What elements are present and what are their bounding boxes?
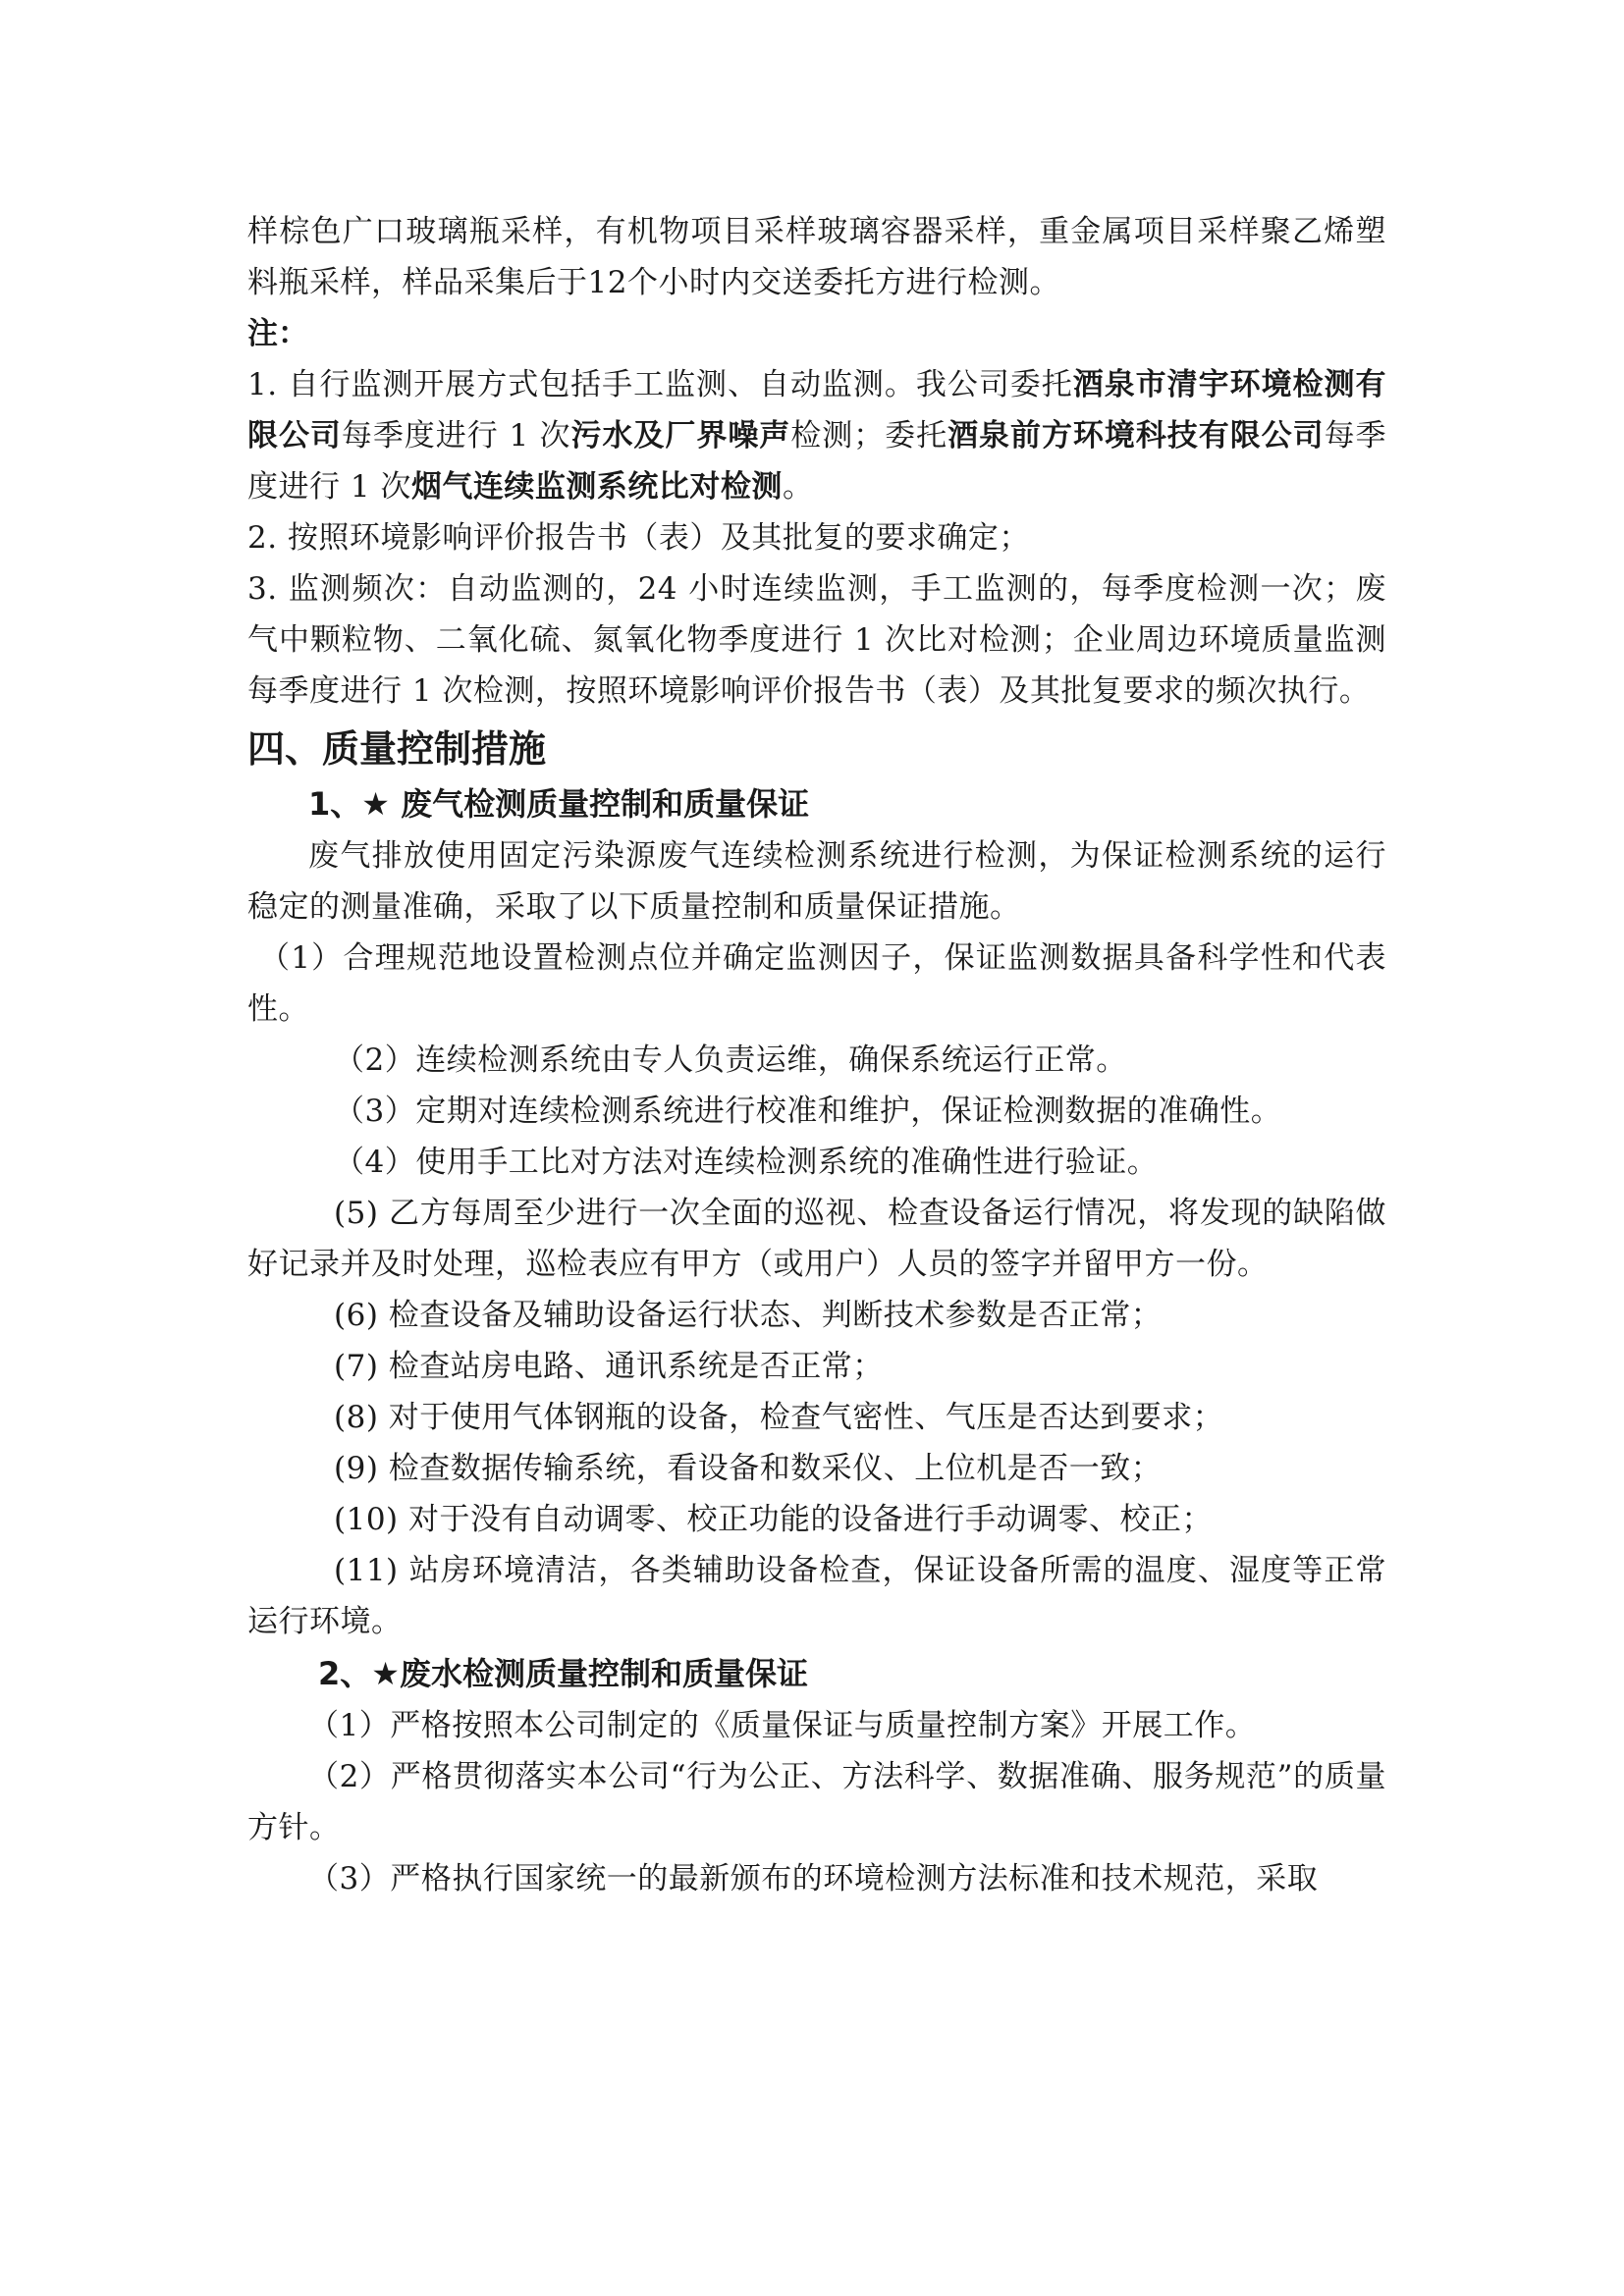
subsection-1-item-7: (7) 检查站房电路、通讯系统是否正常； [334,1349,884,1384]
subsection-2-item-3: （3）严格执行国家统一的最新颁布的环境检测方法标准和技术规范，采取 [308,1861,1319,1896]
subsection-1-title: 1、★ 废气检测质量控制和质量保证 [308,785,810,823]
subsection-1-item-5: (5) 乙方每周至少进行一次全面的巡视、检查设备运行情况，将发现的缺陷做好记录并及时处理，巡检表应有甲方（或用户）人员的签字并留甲方一份。 [247,1196,1386,1282]
section-4-title: 四、质量控制措施 [247,727,547,771]
note-1-g: 每季度进行 1 次 [247,418,1387,505]
note-1-a: 1. 自行监测开展方式包括手工监测、自动监测。我公司委托 [247,367,1073,402]
note-3: 3. 监测频次：自动监测的，24 小时连续监测，手工监测的，每季度检测一次；废气中颗粒物、二氧化硫、氮氧化物季度进行 1 次比对检测；企业周边环境质量监测每季度进行 1 次检测，按照环境影响评价报告书（表）及其批复要求的频次执行。 [247,571,1386,709]
subsection-1-intro: 废气排放使用固定污染源废气连续检测系统进行检测，为保证检测系统的运行稳定的测量准确，采取了以下质量控制和质量保证措施。 [247,838,1386,925]
subsection-1-item-3: （3）定期对连续检测系统进行校准和维护，保证检测数据的准确性。 [334,1094,1282,1129]
subsection-1-item-10: (10) 对于没有自动调零、校正功能的设备进行手动调零、校正； [334,1502,1213,1537]
subsection-1-item-9: (9) 检查数据传输系统，看设备和数采仪、上位机是否一致； [334,1451,1163,1486]
subsection-1-item-8: (8) 对于使用气体钢瓶的设备，检查气密性、气压是否达到要求； [334,1400,1224,1435]
subsection-1-item-4: （4）使用手工比对方法对连续检测系统的准确性进行验证。 [334,1145,1159,1180]
subsection-2-title: 2、★废水检测质量控制和质量保证 [318,1655,808,1692]
note-1-i: 。 [782,469,814,505]
subsection-1-item-6: (6) 检查设备及辅助设备运行状态、判断技术参数是否正常； [334,1298,1163,1333]
note-1-item-2: 烟气连续监测系统比对检测 [410,469,783,505]
subsection-2-item-1: （1）严格按照本公司制定的《质量保证与质量控制方案》开展工作。 [308,1708,1257,1743]
notes-label: 注： [247,316,308,351]
note-1-item-1: 污水及厂界噪声 [570,418,791,454]
note-1-e: 检测；委托 [790,418,948,454]
document-page [247,206,1386,1904]
note-1-company-1: 酒泉市清宇环境检测有限公司 [247,367,1386,454]
note-2: 2. 按照环境影响评价报告书（表）及其批复的要求确定； [247,520,1030,556]
note-1 [247,359,1386,512]
note-1-company-2: 酒泉前方环境科技有限公司 [947,418,1325,454]
intro-paragraph: 样棕色广口玻璃瓶采样，有机物项目采样玻璃容器采样，重金属项目采样聚乙烯塑料瓶采样，样品采集后于12个小时内交送委托方进行检测。 [247,214,1386,300]
subsection-1-item-11: (11) 站房环境清洁，各类辅助设备检查，保证设备所需的温度、湿度等正常运行环境。 [247,1553,1386,1639]
subsection-1-item-2: （2）连续检测系统由专人负责运维，确保系统运行正常。 [334,1042,1127,1078]
subsection-2-item-2: （2）严格贯彻落实本公司“行为公正、方法科学、数据准确、服务规范”的质量方针。 [247,1759,1386,1845]
note-1-c: 每季度进行 1 次 [341,418,571,454]
subsection-1-item-1: （1）合理规范地设置检测点位并确定监测因子，保证监测数据具备科学性和代表性。 [247,940,1386,1027]
